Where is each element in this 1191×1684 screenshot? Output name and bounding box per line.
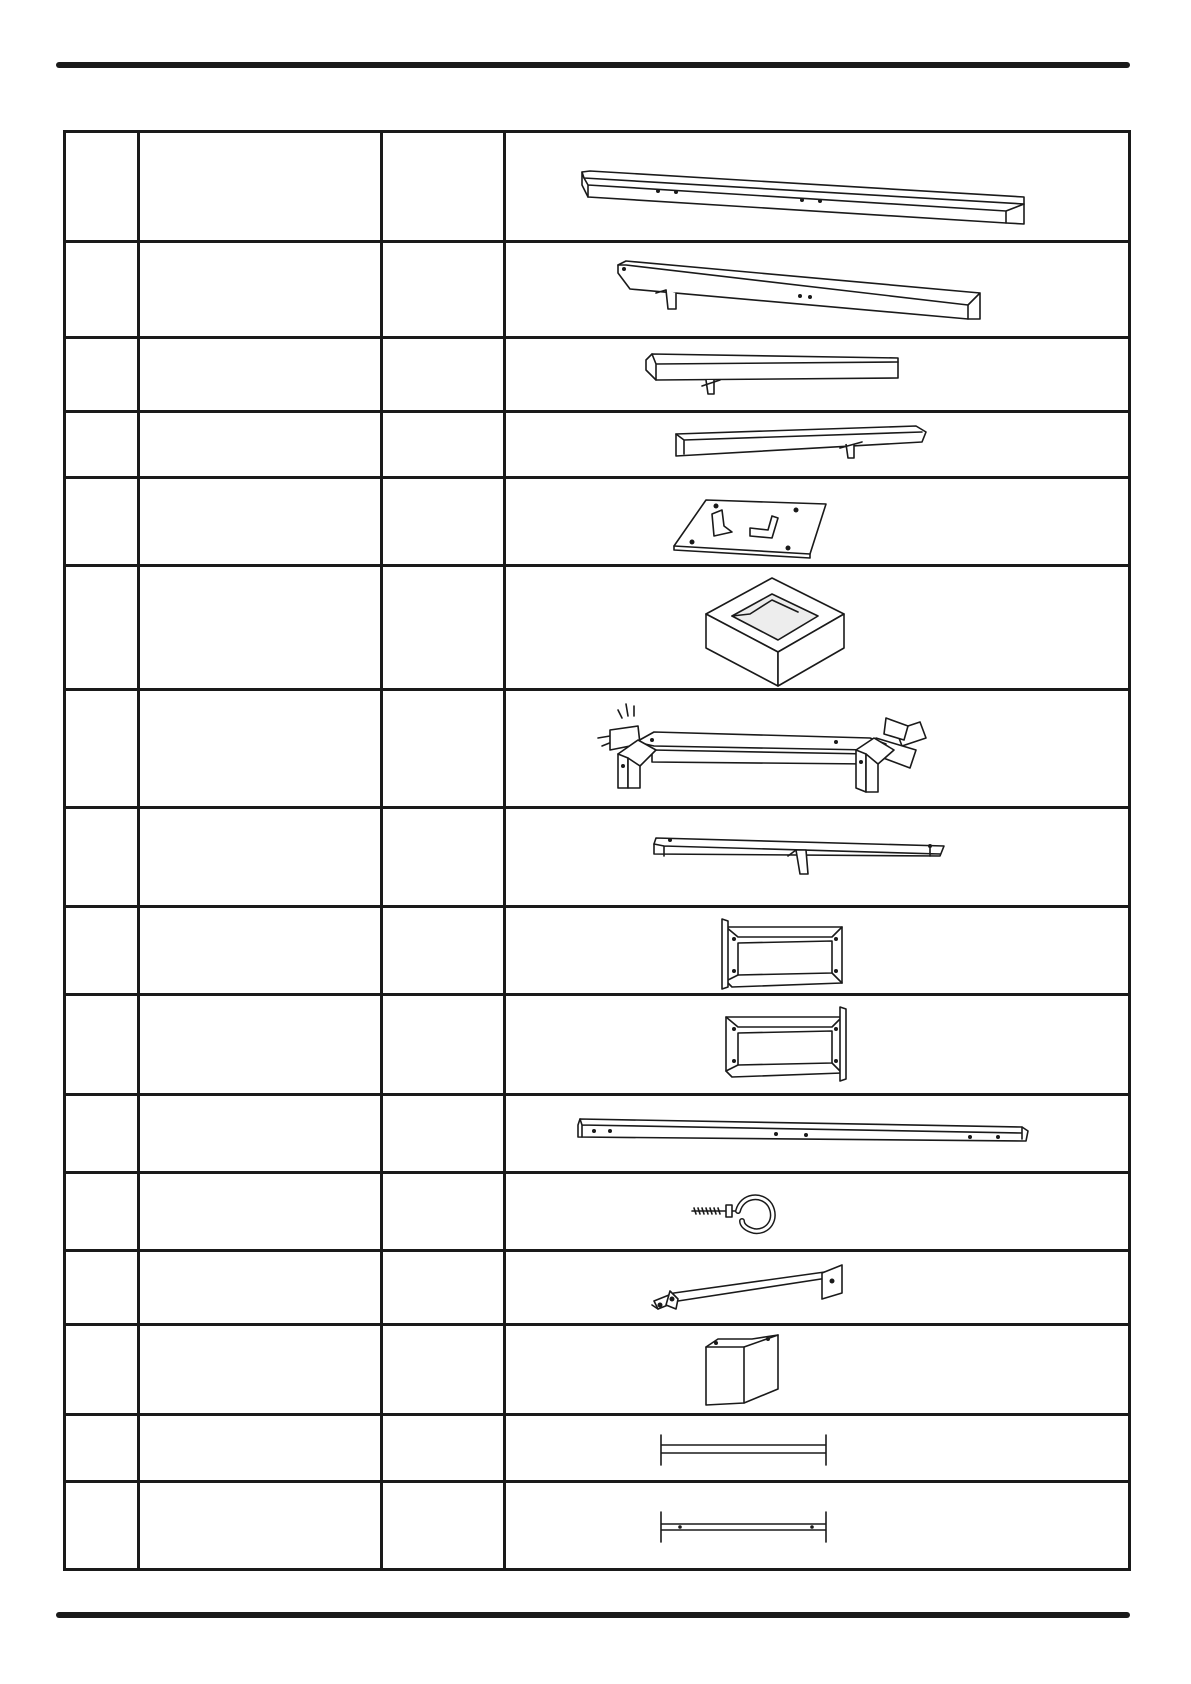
part-quantity-cell: [382, 566, 505, 690]
part-number-cell: [65, 242, 139, 338]
beam-with-bottom-bracket-drawing: [506, 245, 1131, 335]
table-row: [65, 1325, 1130, 1415]
part-quantity-cell: [382, 412, 505, 478]
part-quantity-cell: [382, 242, 505, 338]
flat-rod-with-holes-drawing: [506, 1484, 1131, 1568]
part-quantity-cell: [382, 132, 505, 242]
part-description-cell: [139, 1415, 382, 1482]
part-drawing-cell: [505, 412, 1130, 478]
table-row: [65, 1251, 1130, 1325]
part-quantity-cell: [382, 690, 505, 808]
table-row: [65, 338, 1130, 412]
part-drawing-cell: [505, 1482, 1130, 1570]
part-number-cell: [65, 1095, 139, 1173]
part-drawing-cell: [505, 907, 1130, 995]
part-description-cell: [139, 566, 382, 690]
bottom-rule: [56, 1612, 1130, 1618]
short-beam-with-bracket-left-drawing: [506, 340, 1131, 410]
part-drawing-cell: [505, 995, 1130, 1095]
part-quantity-cell: [382, 1415, 505, 1482]
part-number-cell: [65, 478, 139, 566]
flat-rod-drawing: [506, 1417, 1131, 1480]
part-drawing-cell: [505, 566, 1130, 690]
table-row: [65, 690, 1130, 808]
square-post-cover-drawing: [506, 568, 1131, 688]
top-frame-with-brackets-drawing: [506, 692, 1131, 806]
table-row: [65, 1415, 1130, 1482]
part-quantity-cell: [382, 1482, 505, 1570]
part-drawing-cell: [505, 1325, 1130, 1415]
u-channel-frame-a-drawing: [506, 909, 1131, 993]
table-row: [65, 1173, 1130, 1251]
part-quantity-cell: [382, 338, 505, 412]
part-number-cell: [65, 1482, 139, 1570]
part-description-cell: [139, 338, 382, 412]
table-row: [65, 808, 1130, 907]
table-row: [65, 566, 1130, 690]
part-description-cell: [139, 1251, 382, 1325]
part-drawing-cell: [505, 808, 1130, 907]
table-row: [65, 1482, 1130, 1570]
u-channel-frame-b-drawing: [506, 997, 1131, 1093]
part-description-cell: [139, 412, 382, 478]
top-rule: [56, 62, 1130, 68]
part-drawing-cell: [505, 1173, 1130, 1251]
part-description-cell: [139, 995, 382, 1095]
parts-table: [63, 130, 1131, 1571]
part-quantity-cell: [382, 808, 505, 907]
part-quantity-cell: [382, 1095, 505, 1173]
table-row: [65, 412, 1130, 478]
part-number-cell: [65, 1251, 139, 1325]
part-description-cell: [139, 1095, 382, 1173]
part-description-cell: [139, 1325, 382, 1415]
part-number-cell: [65, 566, 139, 690]
long-square-tube-beam-drawing: [506, 137, 1131, 237]
part-description-cell: [139, 907, 382, 995]
part-number-cell: [65, 1173, 139, 1251]
part-drawing-cell: [505, 1095, 1130, 1173]
table-row: [65, 132, 1130, 242]
table-row: [65, 907, 1130, 995]
part-quantity-cell: [382, 995, 505, 1095]
part-quantity-cell: [382, 1251, 505, 1325]
part-drawing-cell: [505, 1251, 1130, 1325]
part-number-cell: [65, 1415, 139, 1482]
part-quantity-cell: [382, 1173, 505, 1251]
tube-with-center-bracket-drawing: [506, 810, 1131, 905]
part-number-cell: [65, 1325, 139, 1415]
part-number-cell: [65, 132, 139, 242]
part-description-cell: [139, 690, 382, 808]
part-description-cell: [139, 808, 382, 907]
part-drawing-cell: [505, 1415, 1130, 1482]
part-number-cell: [65, 907, 139, 995]
screw-hook-drawing: [506, 1175, 1131, 1249]
base-plate-with-angle-brackets-drawing: [506, 480, 1131, 564]
diagonal-brace-drawing: [506, 1253, 1131, 1323]
long-drilled-bar-drawing: [506, 1097, 1131, 1171]
part-drawing-cell: [505, 338, 1130, 412]
part-drawing-cell: [505, 478, 1130, 566]
part-number-cell: [65, 338, 139, 412]
part-drawing-cell: [505, 132, 1130, 242]
part-quantity-cell: [382, 1325, 505, 1415]
part-description-cell: [139, 1173, 382, 1251]
part-number-cell: [65, 412, 139, 478]
part-drawing-cell: [505, 242, 1130, 338]
part-description-cell: [139, 478, 382, 566]
table-row: [65, 242, 1130, 338]
part-description-cell: [139, 132, 382, 242]
part-number-cell: [65, 690, 139, 808]
table-row: [65, 478, 1130, 566]
part-drawing-cell: [505, 690, 1130, 808]
part-description-cell: [139, 1482, 382, 1570]
part-number-cell: [65, 995, 139, 1095]
part-quantity-cell: [382, 907, 505, 995]
part-quantity-cell: [382, 478, 505, 566]
short-beam-with-bracket-right-drawing: [506, 414, 1131, 476]
part-description-cell: [139, 242, 382, 338]
part-number-cell: [65, 808, 139, 907]
corner-cap-drawing: [506, 1327, 1131, 1413]
table-row: [65, 995, 1130, 1095]
table-row: [65, 1095, 1130, 1173]
